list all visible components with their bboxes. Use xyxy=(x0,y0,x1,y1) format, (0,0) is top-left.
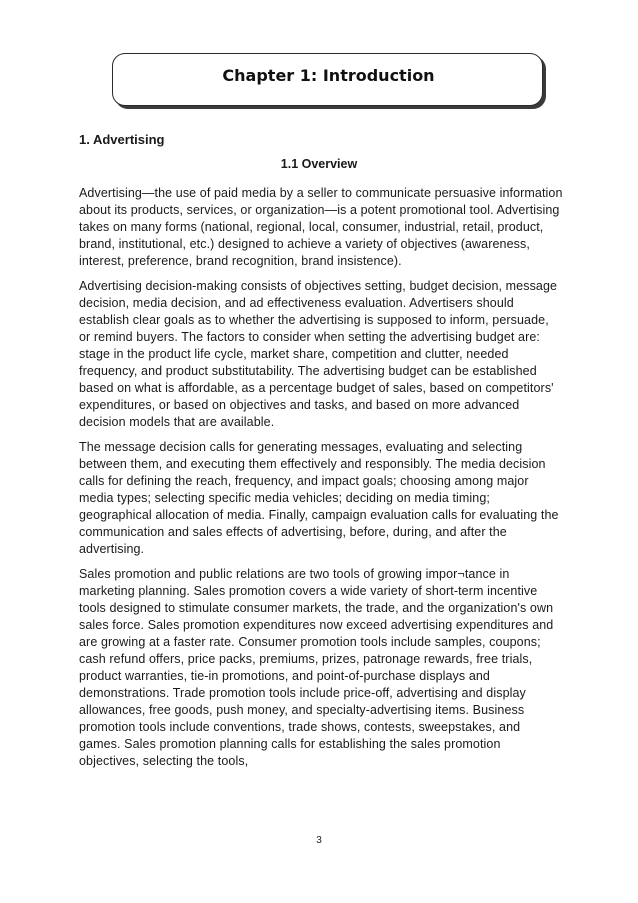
chapter-title: Chapter 1: Introduction xyxy=(222,66,435,85)
subsection-heading: 1.1 Overview xyxy=(280,157,358,171)
body-text xyxy=(79,185,563,778)
paragraph-advertising-decisions: Advertising decision-making consists of objectives setting, budget decision, message decision, media decision, and ad effectiveness evaluation. Advertisers should establish clear goals as to whether the advertising is supposed to inform, persuade, or remind buyers. The factors to consider when setting the advertising budget are: stage in the product life cycle, market share, competition and clutter, needed frequency, and product substitutability. The advertising budget can be established based on what is affordable, as a percentage budget of sales, based on competitors' expenditures, or based on objectives and tasks, and based on more advanced decision models that are available. xyxy=(79,279,558,429)
chapter-title-box xyxy=(112,53,550,113)
page-number: 3 xyxy=(316,835,322,846)
paragraph-advertising-definition: Advertising—the use of paid media by a seller to communicate persuasive information about its products, services, or organization—is a potent promotional tool. Advertising takes on many forms (national, regional, local, consumer, industrial, retail, product, brand, institutional, etc.) designed to achieve a variety of objectives (awareness, interest, preference, brand recognition, brand insistence). xyxy=(79,186,563,268)
chapter-title-frame xyxy=(112,53,543,106)
paragraph-sales-promotion: Sales promotion and public relations are two tools of growing impor¬tance in marketing planning. Sales promotion covers a wide variety of short-term incentive tools designed to stimulate consumer markets, the trade, and the organization's own sales force. Sales promotion expenditures now exceed advertising expenditures and are growing at a faster rate. Consumer promotion tools include samples, coupons; cash refund offers, price packs, premiums, prizes, patronage rewards, free trials, product warranties, tie-in promotions, and point-of-purchase displays and demonstrations. Trade promotion tools include price-off, advertising and display allowances, free goods, push money, and specialty-advertising items. Business promotion tools include conventions, trade shows, contests, sweepstakes, and games. Sales promotion planning calls for establishing the sales promotion objectives, selecting the tools, xyxy=(79,567,554,768)
section-heading: 1. Advertising xyxy=(79,132,165,147)
paragraph-message-media-decisions: The message decision calls for generating messages, evaluating and selecting between them, and executing them effectively and responsibly. The media decision calls for defining the reach, frequency, and impact goals; choosing among major media types; selecting specific media vehicles; deciding on media timing; geographical allocation of media. Finally, campaign evaluation calls for evaluating the communication and sales effects of advertising, before, during, and after the advertising. xyxy=(79,440,559,556)
